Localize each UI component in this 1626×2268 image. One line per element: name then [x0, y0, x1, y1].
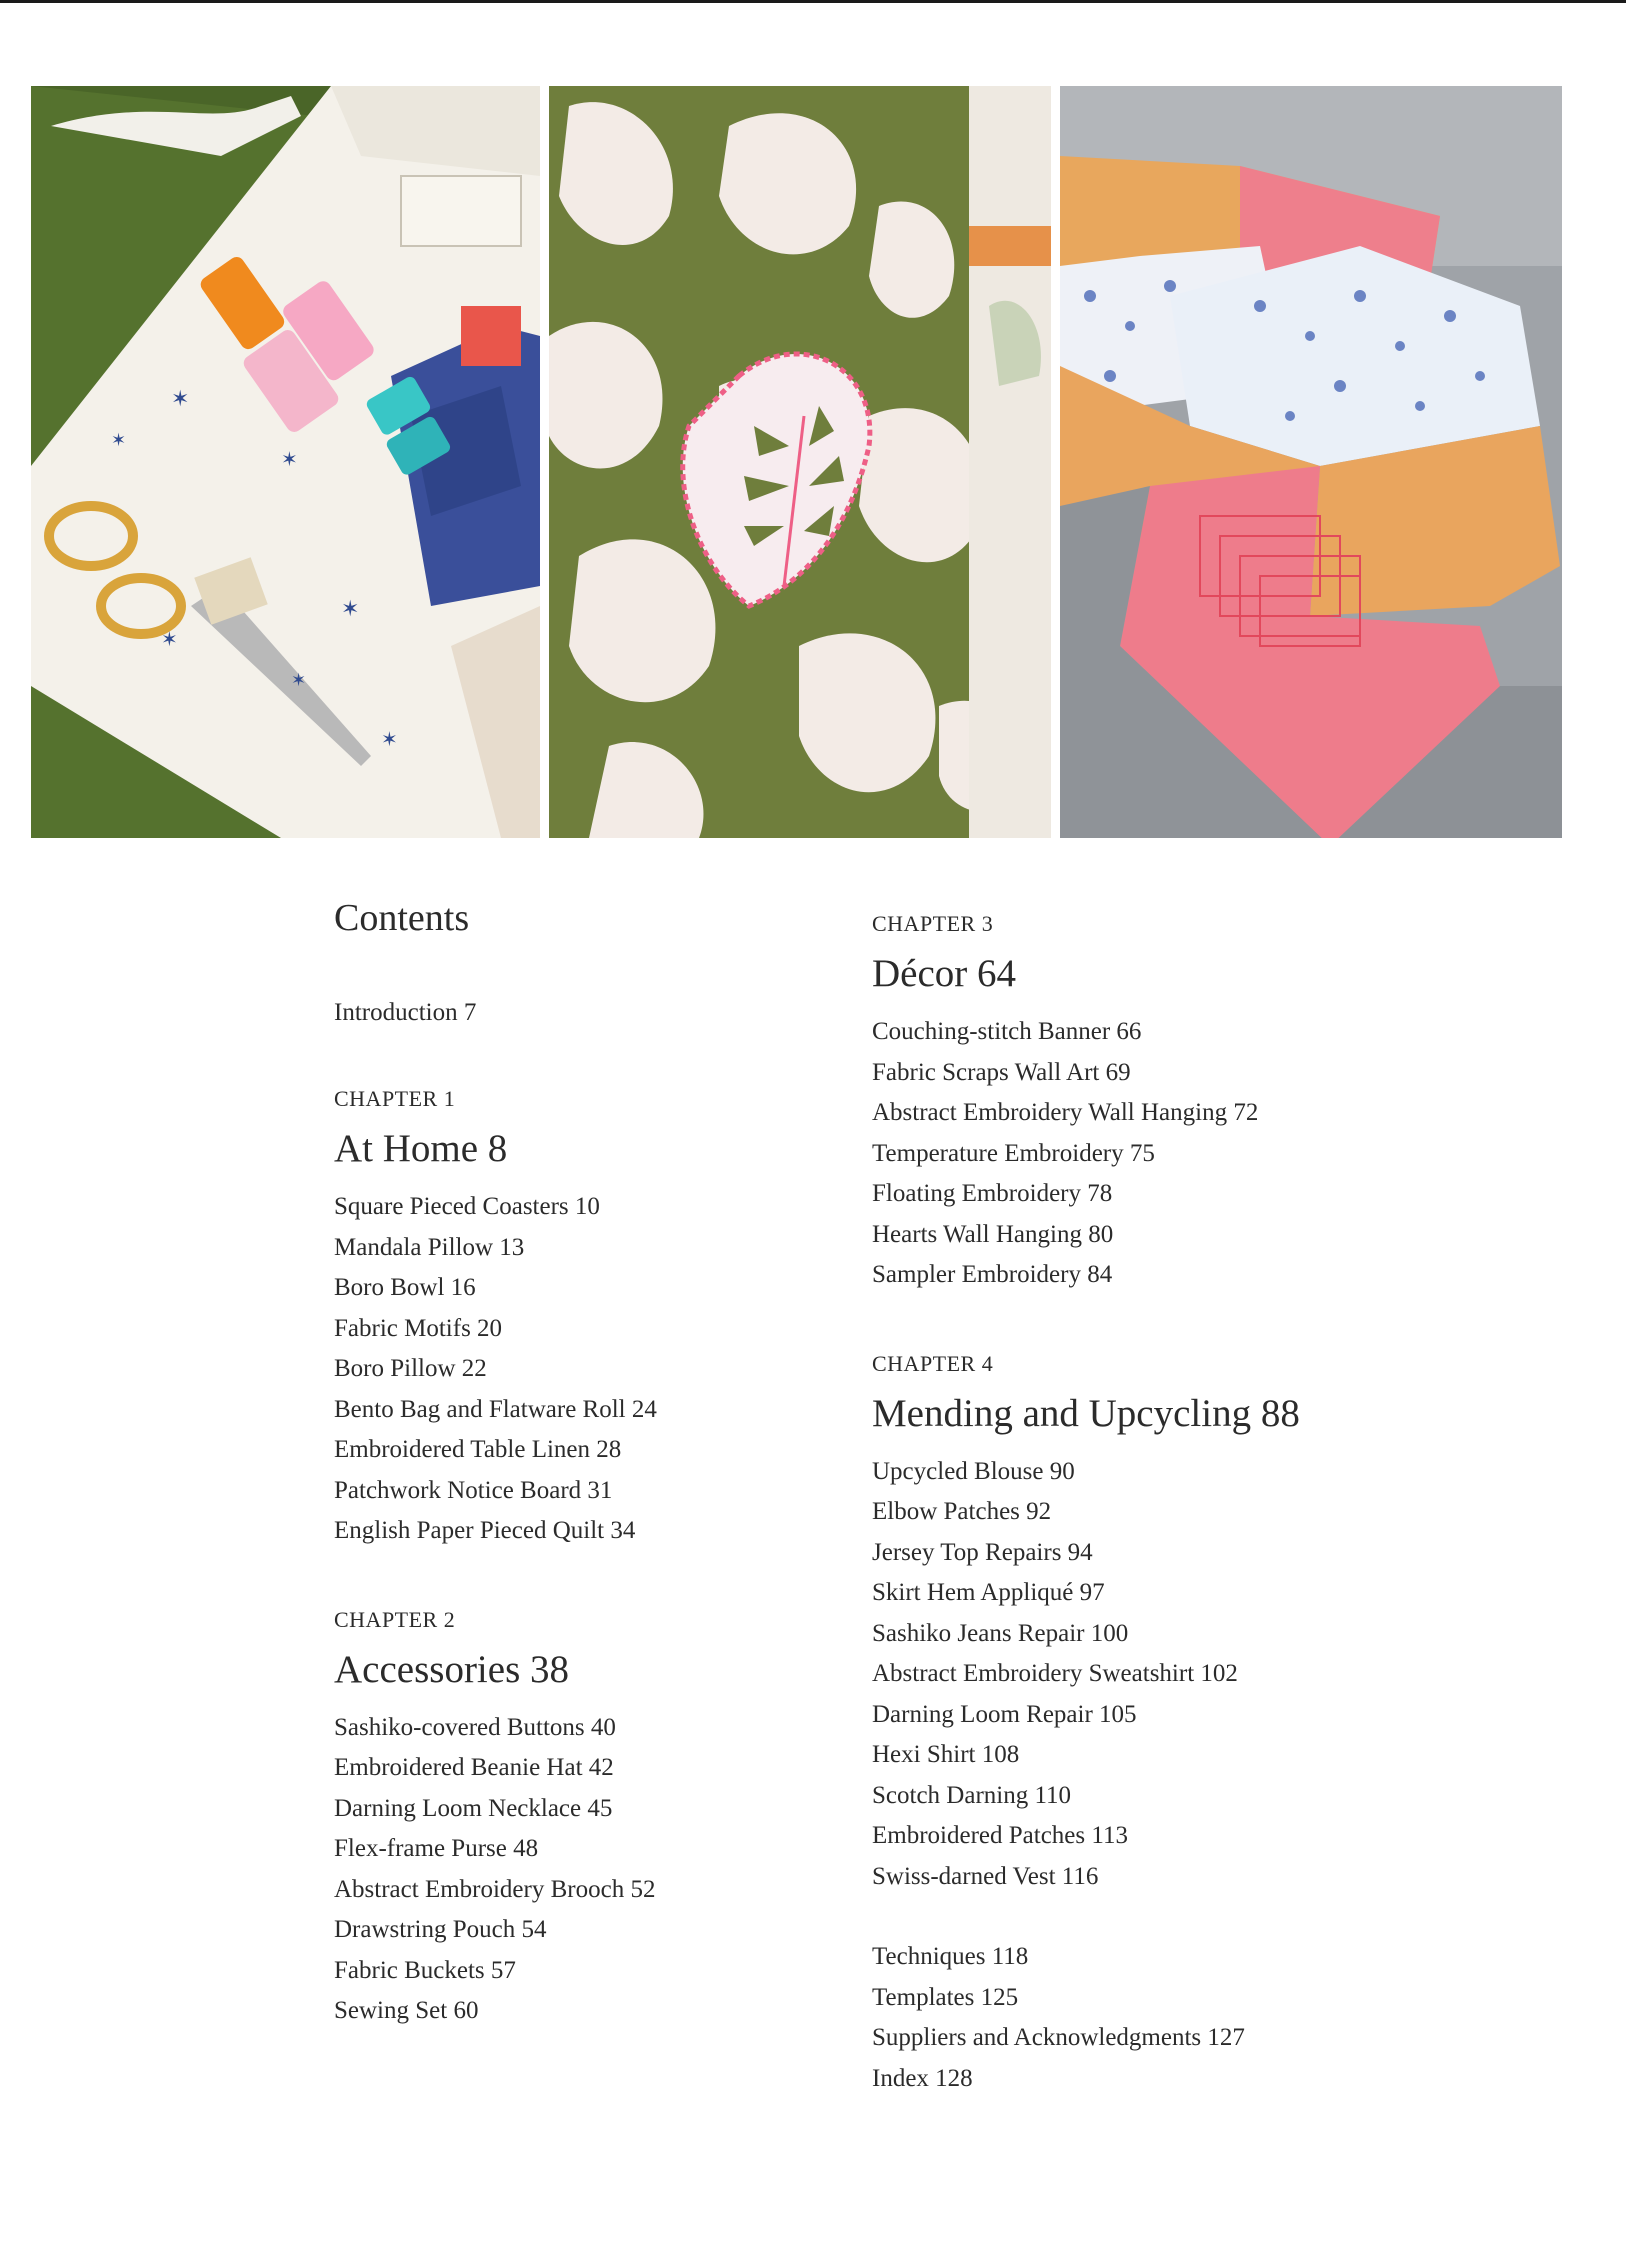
toc-entry: Flex-frame Purse 48 [334, 1835, 539, 1862]
chapter-4-title: Mending and Upcycling 88 [872, 1391, 1300, 1435]
toc-entry: Couching-stitch Banner 66 [872, 1018, 1142, 1045]
svg-text:✶: ✶ [291, 670, 307, 690]
chapter-1-section [334, 1085, 804, 1552]
toc-entry: Scotch Darning 110 [872, 1781, 1072, 1809]
chapter-1-title: At Home 8 [334, 1127, 508, 1170]
chapter-3-section [872, 910, 1392, 1296]
toc-entry: Temperature Embroidery 75 [872, 1139, 1155, 1167]
chapter-1-label: CHAPTER 1 [334, 1086, 456, 1111]
toc-entry: Embroidered Patches 113 [872, 1822, 1128, 1849]
chapter-2-label: CHAPTER 2 [334, 1606, 456, 1632]
page-top-rule [0, 0, 1626, 3]
toc-entry: Sampler Embroidery 84 [872, 1261, 1113, 1288]
toc-entry: Hexi Shirt 108 [872, 1741, 1020, 1768]
toc-entry: Drawstring Pouch 54 [334, 1916, 547, 1943]
chapter-2-section [334, 1606, 804, 2032]
toc-entry: Abstract Embroidery Sweatshirt 102 [872, 1660, 1238, 1687]
svg-text:✶: ✶ [341, 596, 360, 621]
toc-entry-index: Index 128 [872, 2064, 973, 2092]
back-matter-entries [872, 1937, 1392, 2099]
toc-entry: Elbow Patches 92 [872, 1498, 1052, 1525]
photo-patchwork-coasters [1060, 86, 1562, 838]
toc-entry: Upcycled Blouse 90 [872, 1457, 1075, 1485]
toc-entry: Hearts Wall Hanging 80 [872, 1220, 1114, 1248]
toc-entry: Fabric Motifs 20 [334, 1314, 503, 1342]
introduction-entry: Introduction 7 [334, 999, 477, 1026]
photo-leaf-applique-shirt [549, 86, 1051, 838]
svg-text:✶: ✶ [161, 629, 178, 651]
svg-text:✶: ✶ [171, 386, 190, 411]
toc-entry: Mandala Pillow 13 [334, 1233, 525, 1261]
svg-text:✶: ✶ [111, 430, 127, 450]
toc-entry: Sashiko Jeans Repair 100 [872, 1619, 1129, 1647]
chapter-1-entries [334, 1187, 804, 1552]
chapter-3-title: Décor 64 [872, 952, 1017, 995]
toc-entry-suppliers: Suppliers and Acknowledgments 127 [872, 2024, 1245, 2051]
toc-entry: Skirt Hem Appliqué 97 [872, 1579, 1105, 1606]
toc-entry: English Paper Pieced Quilt 34 [334, 1517, 636, 1544]
toc-entry: Boro Bowl 16 [334, 1274, 476, 1301]
toc-entry: Floating Embroidery 78 [872, 1180, 1113, 1207]
toc-entry: Bento Bag and Flatware Roll 24 [334, 1395, 657, 1423]
svg-text:✶: ✶ [381, 729, 398, 751]
chapter-4-section [872, 1350, 1392, 1898]
toc-entry: Abstract Embroidery Wall Hanging 72 [872, 1099, 1259, 1126]
toc-entry: Fabric Scraps Wall Art 69 [872, 1058, 1131, 1086]
toc-entry: Embroidered Table Linen 28 [334, 1436, 622, 1463]
contents-column-left [334, 895, 804, 2086]
chapter-2-title: Accessories 38 [334, 1647, 570, 1691]
chapter-3-label: CHAPTER 3 [872, 911, 994, 936]
chapter-2-entries [334, 1708, 804, 2032]
chapter-4-label: CHAPTER 4 [872, 1350, 994, 1376]
toc-entry: Swiss-darned Vest 116 [872, 1862, 1099, 1890]
toc-entry-techniques: Techniques 118 [872, 1943, 1029, 1970]
contents-column-right [872, 910, 1392, 2099]
chapter-4-entries [872, 1452, 1392, 1898]
toc-entry: Sewing Set 60 [334, 1997, 479, 2024]
toc-entry: Darning Loom Necklace 45 [334, 1794, 613, 1822]
toc-entry: Square Pieced Coasters 10 [334, 1193, 600, 1220]
toc-entry: Patchwork Notice Board 31 [334, 1476, 613, 1504]
toc-entry: Embroidered Beanie Hat 42 [334, 1754, 614, 1781]
chapter-3-entries [872, 1012, 1392, 1296]
contents-title: Contents [334, 897, 470, 939]
svg-text:✶: ✶ [281, 449, 298, 471]
toc-entry-templates: Templates 125 [872, 1983, 1019, 2011]
toc-entry: Boro Pillow 22 [334, 1355, 487, 1382]
toc-entry: Darning Loom Repair 105 [872, 1700, 1137, 1728]
toc-entry: Abstract Embroidery Brooch 52 [334, 1875, 656, 1903]
toc-entry: Fabric Buckets 57 [334, 1956, 516, 1984]
toc-entry: Jersey Top Repairs 94 [872, 1538, 1093, 1566]
photo-sewing-kit-roll [31, 86, 540, 838]
toc-entry: Sashiko-covered Buttons 40 [334, 1713, 616, 1741]
